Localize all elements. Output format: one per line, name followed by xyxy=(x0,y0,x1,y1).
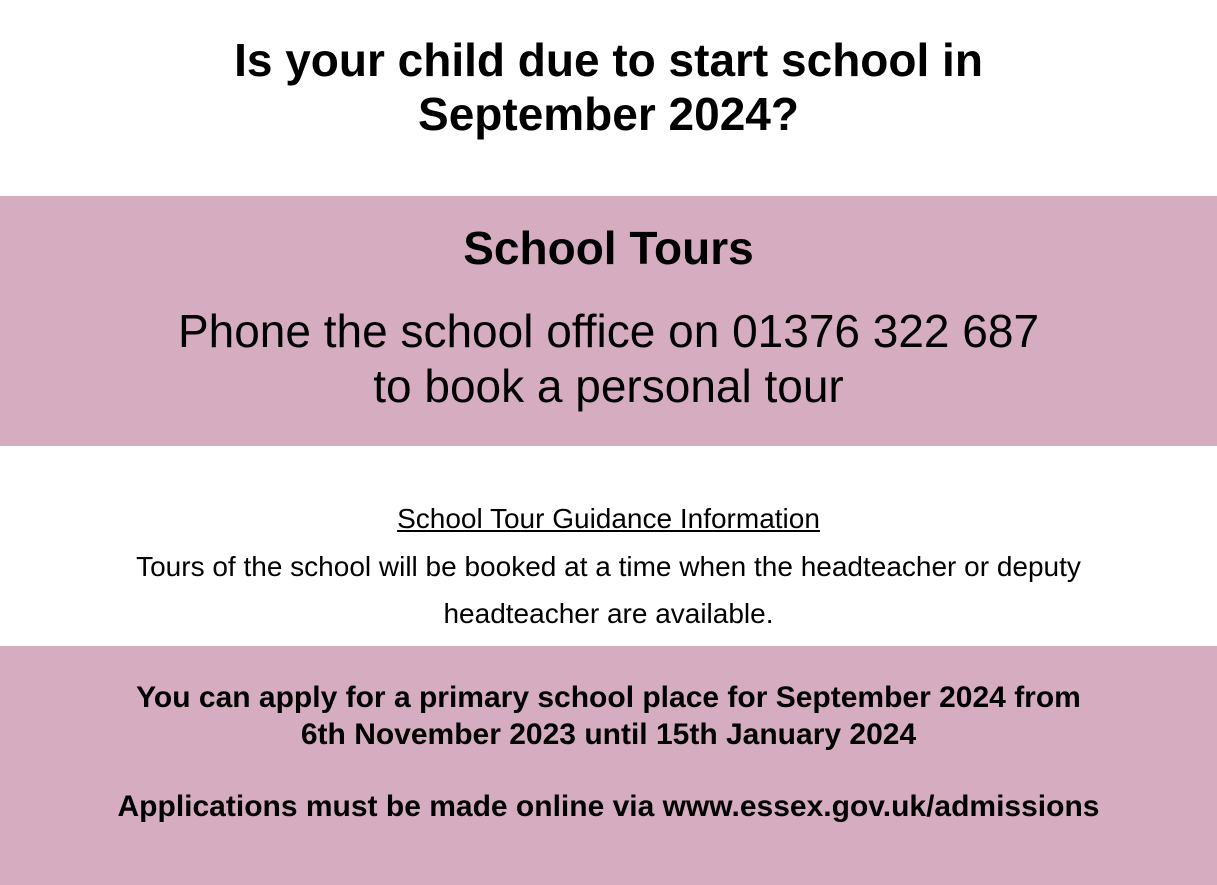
school-tours-band xyxy=(0,196,1217,446)
phone-instruction-line-2: to book a personal tour xyxy=(373,360,844,412)
phone-instruction-line-1: Phone the school office on 01376 322 687 xyxy=(177,305,1040,357)
admissions-link[interactable]: www.essex.gov.uk/admissions xyxy=(662,790,1100,823)
page-title-line-2: September 2024? xyxy=(418,88,799,140)
application-dates-line-1: You can apply for a primary school place for September 2024 from xyxy=(136,681,1081,714)
guidance-body-line-2: headteacher are available. xyxy=(443,598,774,629)
school-tours-heading: School Tours xyxy=(463,222,754,274)
title-section xyxy=(0,0,1217,196)
apply-online-line xyxy=(0,789,1217,825)
applications-band xyxy=(0,646,1217,885)
application-dates-line-2: 6th November 2023 until 15th January 2024 xyxy=(300,718,917,751)
apply-online-prefix: Applications must be made online via xyxy=(117,790,663,823)
page-title-line-1: Is your child due to start school in xyxy=(234,34,983,86)
guidance-body-line-1: Tours of the school will be booked at a time when the headteacher or deputy xyxy=(136,551,1081,582)
guidance-heading: School Tour Guidance Information xyxy=(397,503,820,534)
